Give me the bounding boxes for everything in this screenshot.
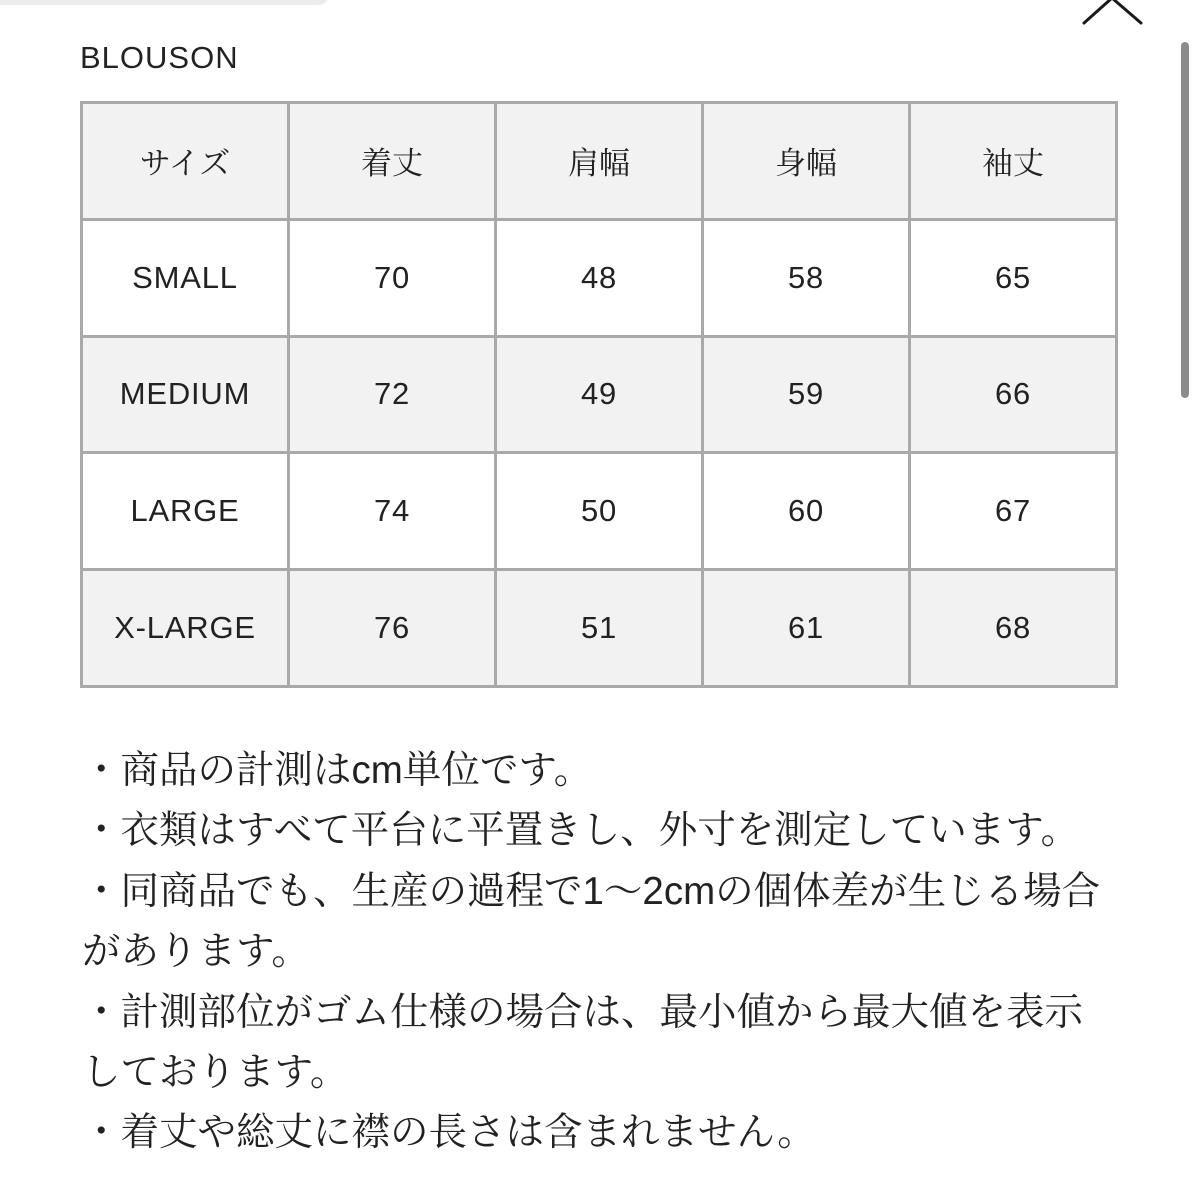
body-width-cell: 61 — [704, 571, 908, 685]
note-line: ・商品の計測はcm単位です。 — [82, 749, 593, 792]
note-line: ・同商品でも、生産の過程で1〜2cmの個体差が生じる場合 — [82, 869, 1101, 913]
header-cell-body-width: 身幅 — [704, 104, 908, 218]
header-cell-length: 着丈 — [290, 104, 494, 218]
section-title: BLOUSON — [80, 40, 239, 75]
note-line: があります。 — [82, 930, 310, 974]
body-width-cell: 59 — [704, 338, 908, 452]
shoulder-cell: 48 — [497, 221, 701, 335]
note-item — [82, 1103, 1182, 1163]
sleeve-cell: 66 — [911, 338, 1115, 452]
sleeve-cell: 68 — [911, 571, 1115, 685]
length-cell: 74 — [290, 454, 494, 568]
size-notes — [82, 741, 1182, 1164]
scrollbar-thumb[interactable] — [1181, 42, 1189, 398]
header-cell-sleeve: 袖丈 — [911, 104, 1115, 218]
shoulder-cell: 49 — [497, 338, 701, 452]
body-width-cell: 60 — [704, 454, 908, 568]
length-cell: 70 — [290, 221, 494, 335]
note-item — [82, 983, 1182, 1104]
top-edge-fragment — [0, 0, 330, 5]
length-cell: 76 — [290, 571, 494, 685]
sleeve-cell: 65 — [911, 221, 1115, 335]
note-item — [82, 862, 1182, 983]
header-cell-size: サイズ — [83, 104, 287, 218]
length-cell: 72 — [290, 338, 494, 452]
size-label-cell: MEDIUM — [83, 338, 287, 452]
note-line: ・衣類はすべて平台に平置きし、外寸を測定しています。 — [82, 809, 1080, 853]
shoulder-cell: 50 — [497, 454, 701, 568]
note-line: ・着丈や総丈に襟の長さは含まれません。 — [82, 1111, 816, 1155]
note-line: ・計測部位がゴム仕様の場合は、最小値から最大値を表示 — [82, 990, 1084, 1034]
note-line: しております。 — [82, 1051, 349, 1095]
size-table — [80, 101, 1118, 688]
chevron-stroke — [1084, 0, 1141, 23]
note-item — [82, 741, 1182, 801]
collapse-button[interactable] — [1078, 0, 1148, 26]
note-item — [82, 801, 1182, 861]
sleeve-cell: 67 — [911, 454, 1115, 568]
chevron-up-icon — [1078, 0, 1148, 26]
size-label-cell: SMALL — [83, 221, 287, 335]
size-label-cell: X-LARGE — [83, 571, 287, 685]
size-label-cell: LARGE — [83, 454, 287, 568]
shoulder-cell: 51 — [497, 571, 701, 685]
header-cell-shoulder: 肩幅 — [497, 104, 701, 218]
body-width-cell: 58 — [704, 221, 908, 335]
